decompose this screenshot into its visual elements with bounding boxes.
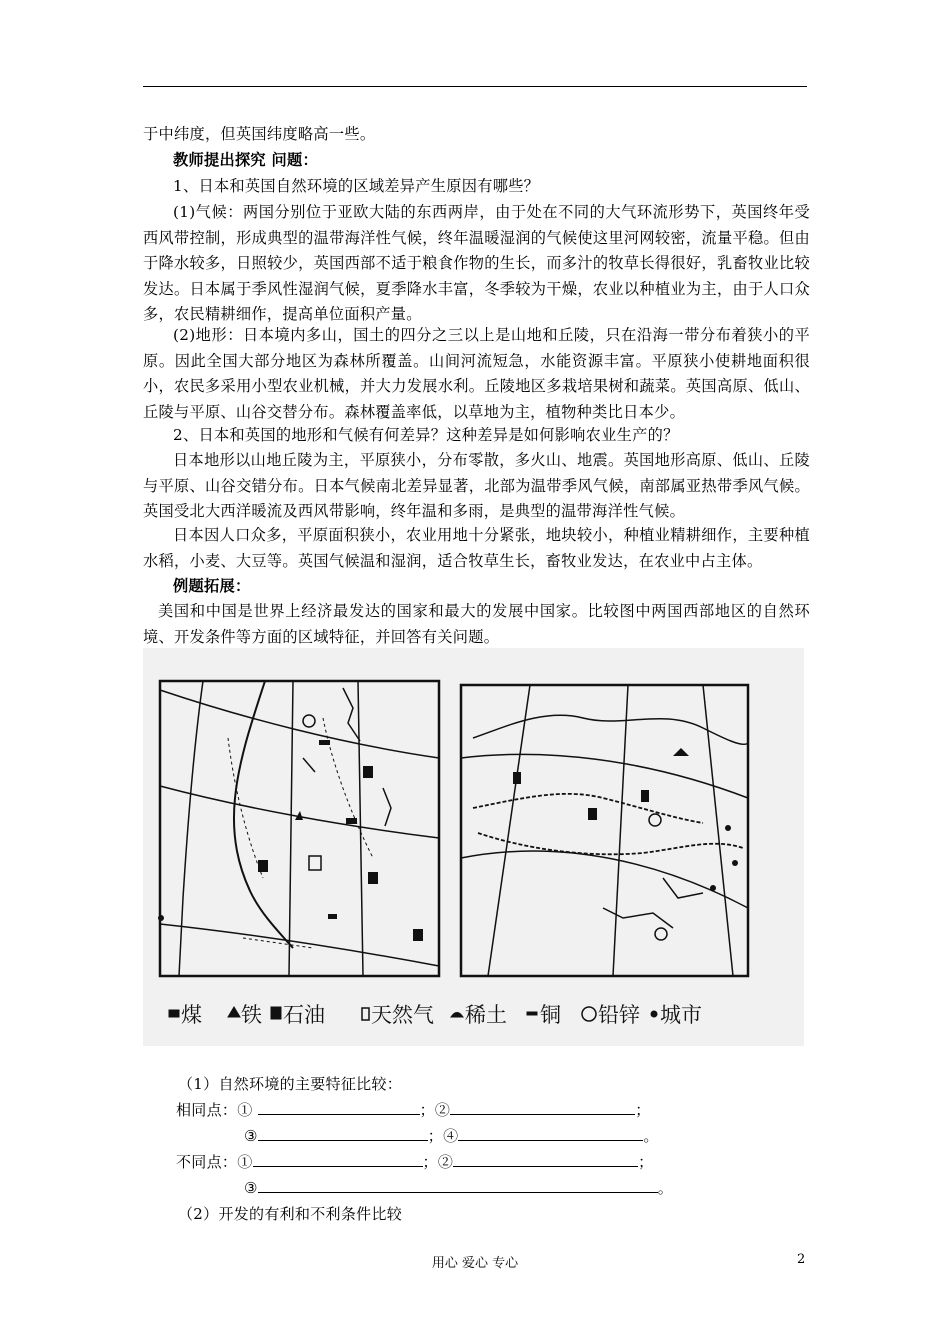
example-intro: 美国和中国是世界上经济最发达的国家和最大的发展中国家。比较图中两国西部地区的自然环境、开发条件等方面的区域特征，并回答有关问题。 — [143, 602, 810, 646]
footer-motto: 用心 爱心 专心 — [431, 1256, 519, 1271]
legend-label-city: 城市 — [660, 1003, 702, 1027]
answer-difference: 日本地形以山地丘陵为主，平原狭小，分布零散，多火山、地震。英国地形高原、低山、丘陵与平原、山谷交错分布。日本气候南北差异显著，北部为温带季风气候，南部属亚热带季风气候。英国受北大西洋暖流及西风带影响，终年温和多雨，是典型的温带海洋性气候。 — [143, 451, 810, 521]
exercise-question-1: （1）自然环境的主要特征比较： — [178, 1075, 403, 1093]
answer-blank[interactable] — [258, 1126, 428, 1141]
separator: 。 — [643, 1127, 659, 1145]
gas-icon — [362, 1008, 369, 1020]
diff-row-1 — [176, 1151, 653, 1172]
diff-label: 不同点： — [176, 1153, 238, 1171]
circled-number: ① — [237, 1153, 253, 1171]
diff-row-2 — [244, 1177, 673, 1198]
map-svg — [143, 648, 804, 1046]
same-label: 相同点： — [176, 1101, 238, 1119]
china-west-map — [461, 685, 748, 976]
coal-icon — [169, 1010, 179, 1017]
circled-number: ① — [237, 1101, 253, 1119]
usa-west-map — [158, 681, 439, 976]
answer-blank[interactable] — [450, 1100, 635, 1115]
same-row-2 — [244, 1125, 659, 1146]
answer-terrain: (2)地形：日本境内多山，国土的四分之三以上是山地和丘陵，只在沿海一带分布着狭小的平原。因此全国大部分地区为森林所覆盖。山间河流短急，水能资源丰富。平原狭小使耕地面积很小，农民多采用小型农业机械，并大力发展水利。丘陵地区多栽培果树和蔬菜。英国高原、低山、丘陵与平原、山谷交替分布。森林覆盖率低，以草地为主，植物种类比日本少。 — [143, 326, 810, 421]
separator: ； — [635, 1101, 651, 1119]
circled-number: ③ — [244, 1127, 258, 1145]
answer-blank[interactable] — [253, 1152, 423, 1167]
answer-climate: (1)气候：两国分别位于亚欧大陆的东西两岸，由于处在不同的大气环流形势下，英国终年受西风带控制，形成典型的温带海洋性气候，终年温暖湿润的气候使这里河网较密，流量平稳。但由于降水较多，日照较少，英国西部不适于粮食作物的生长，而多汁的牧草长得很好，乳畜牧业比较发达。日本属于季风性湿润气候，夏季降水丰富，冬季较为干燥，农业以种植业为主，由于人口众多，农民精耕细作，提高单位面积产量。 — [143, 203, 810, 324]
section-heading: 教师提出探究 问题： — [173, 151, 318, 169]
city-icon — [651, 1011, 657, 1017]
answer-blank[interactable] — [258, 1100, 420, 1115]
lead-zinc-icon — [582, 1007, 596, 1021]
circled-number: ④ — [443, 1127, 459, 1145]
circled-number: ② — [437, 1153, 454, 1171]
separator: ； — [422, 1153, 438, 1171]
section-heading-example: 例题拓展： — [173, 577, 251, 595]
legend-label-gas: 天然气 — [371, 1003, 434, 1027]
copper-icon — [527, 1012, 537, 1015]
page-number: 2 — [797, 1252, 806, 1267]
exercise-question-2: （2）开发的有利和不利条件比较 — [178, 1205, 403, 1223]
legend-label-oil: 石油 — [283, 1003, 325, 1027]
answer-blank[interactable] — [453, 1152, 638, 1167]
separator: ； — [419, 1101, 435, 1119]
map-figure — [143, 648, 804, 1046]
circled-number: ③ — [244, 1179, 258, 1197]
oil-icon — [271, 1007, 281, 1019]
header-rule — [143, 86, 807, 87]
separator: ； — [638, 1153, 654, 1171]
legend-label-coal: 煤 — [181, 1003, 202, 1027]
legend-label-lead-zinc: 铅锌 — [598, 1003, 640, 1027]
legend-label-rare-earth: 稀土 — [465, 1003, 507, 1027]
answer-agriculture: 日本因人口众多，平原面积狭小，农业用地十分紧张，地块较小，种植业精耕细作，主要种植水稻，小麦、大豆等。英国气候温和湿润，适合牧草生长，畜牧业发达，在农业中占主体。 — [143, 526, 810, 570]
rare-earth-icon — [451, 1013, 463, 1018]
circled-number: ② — [434, 1101, 451, 1119]
question-1: 1、日本和英国自然环境的区域差异产生原因有哪些？ — [173, 177, 540, 195]
separator: ； — [427, 1127, 444, 1145]
separator: 。 — [657, 1179, 674, 1197]
question-2: 2、日本和英国的地形和气候有何差异？这种差异是如何影响农业生产的？ — [173, 426, 679, 444]
same-row-1 — [176, 1099, 651, 1120]
answer-blank[interactable] — [258, 1178, 658, 1193]
answer-blank[interactable] — [458, 1126, 643, 1141]
iron-icon — [228, 1007, 240, 1017]
legend-label-copper: 铜 — [540, 1003, 561, 1027]
legend-label-iron: 铁 — [241, 1003, 262, 1027]
text-line: 于中纬度，但英国纬度略高一些。 — [143, 125, 376, 143]
